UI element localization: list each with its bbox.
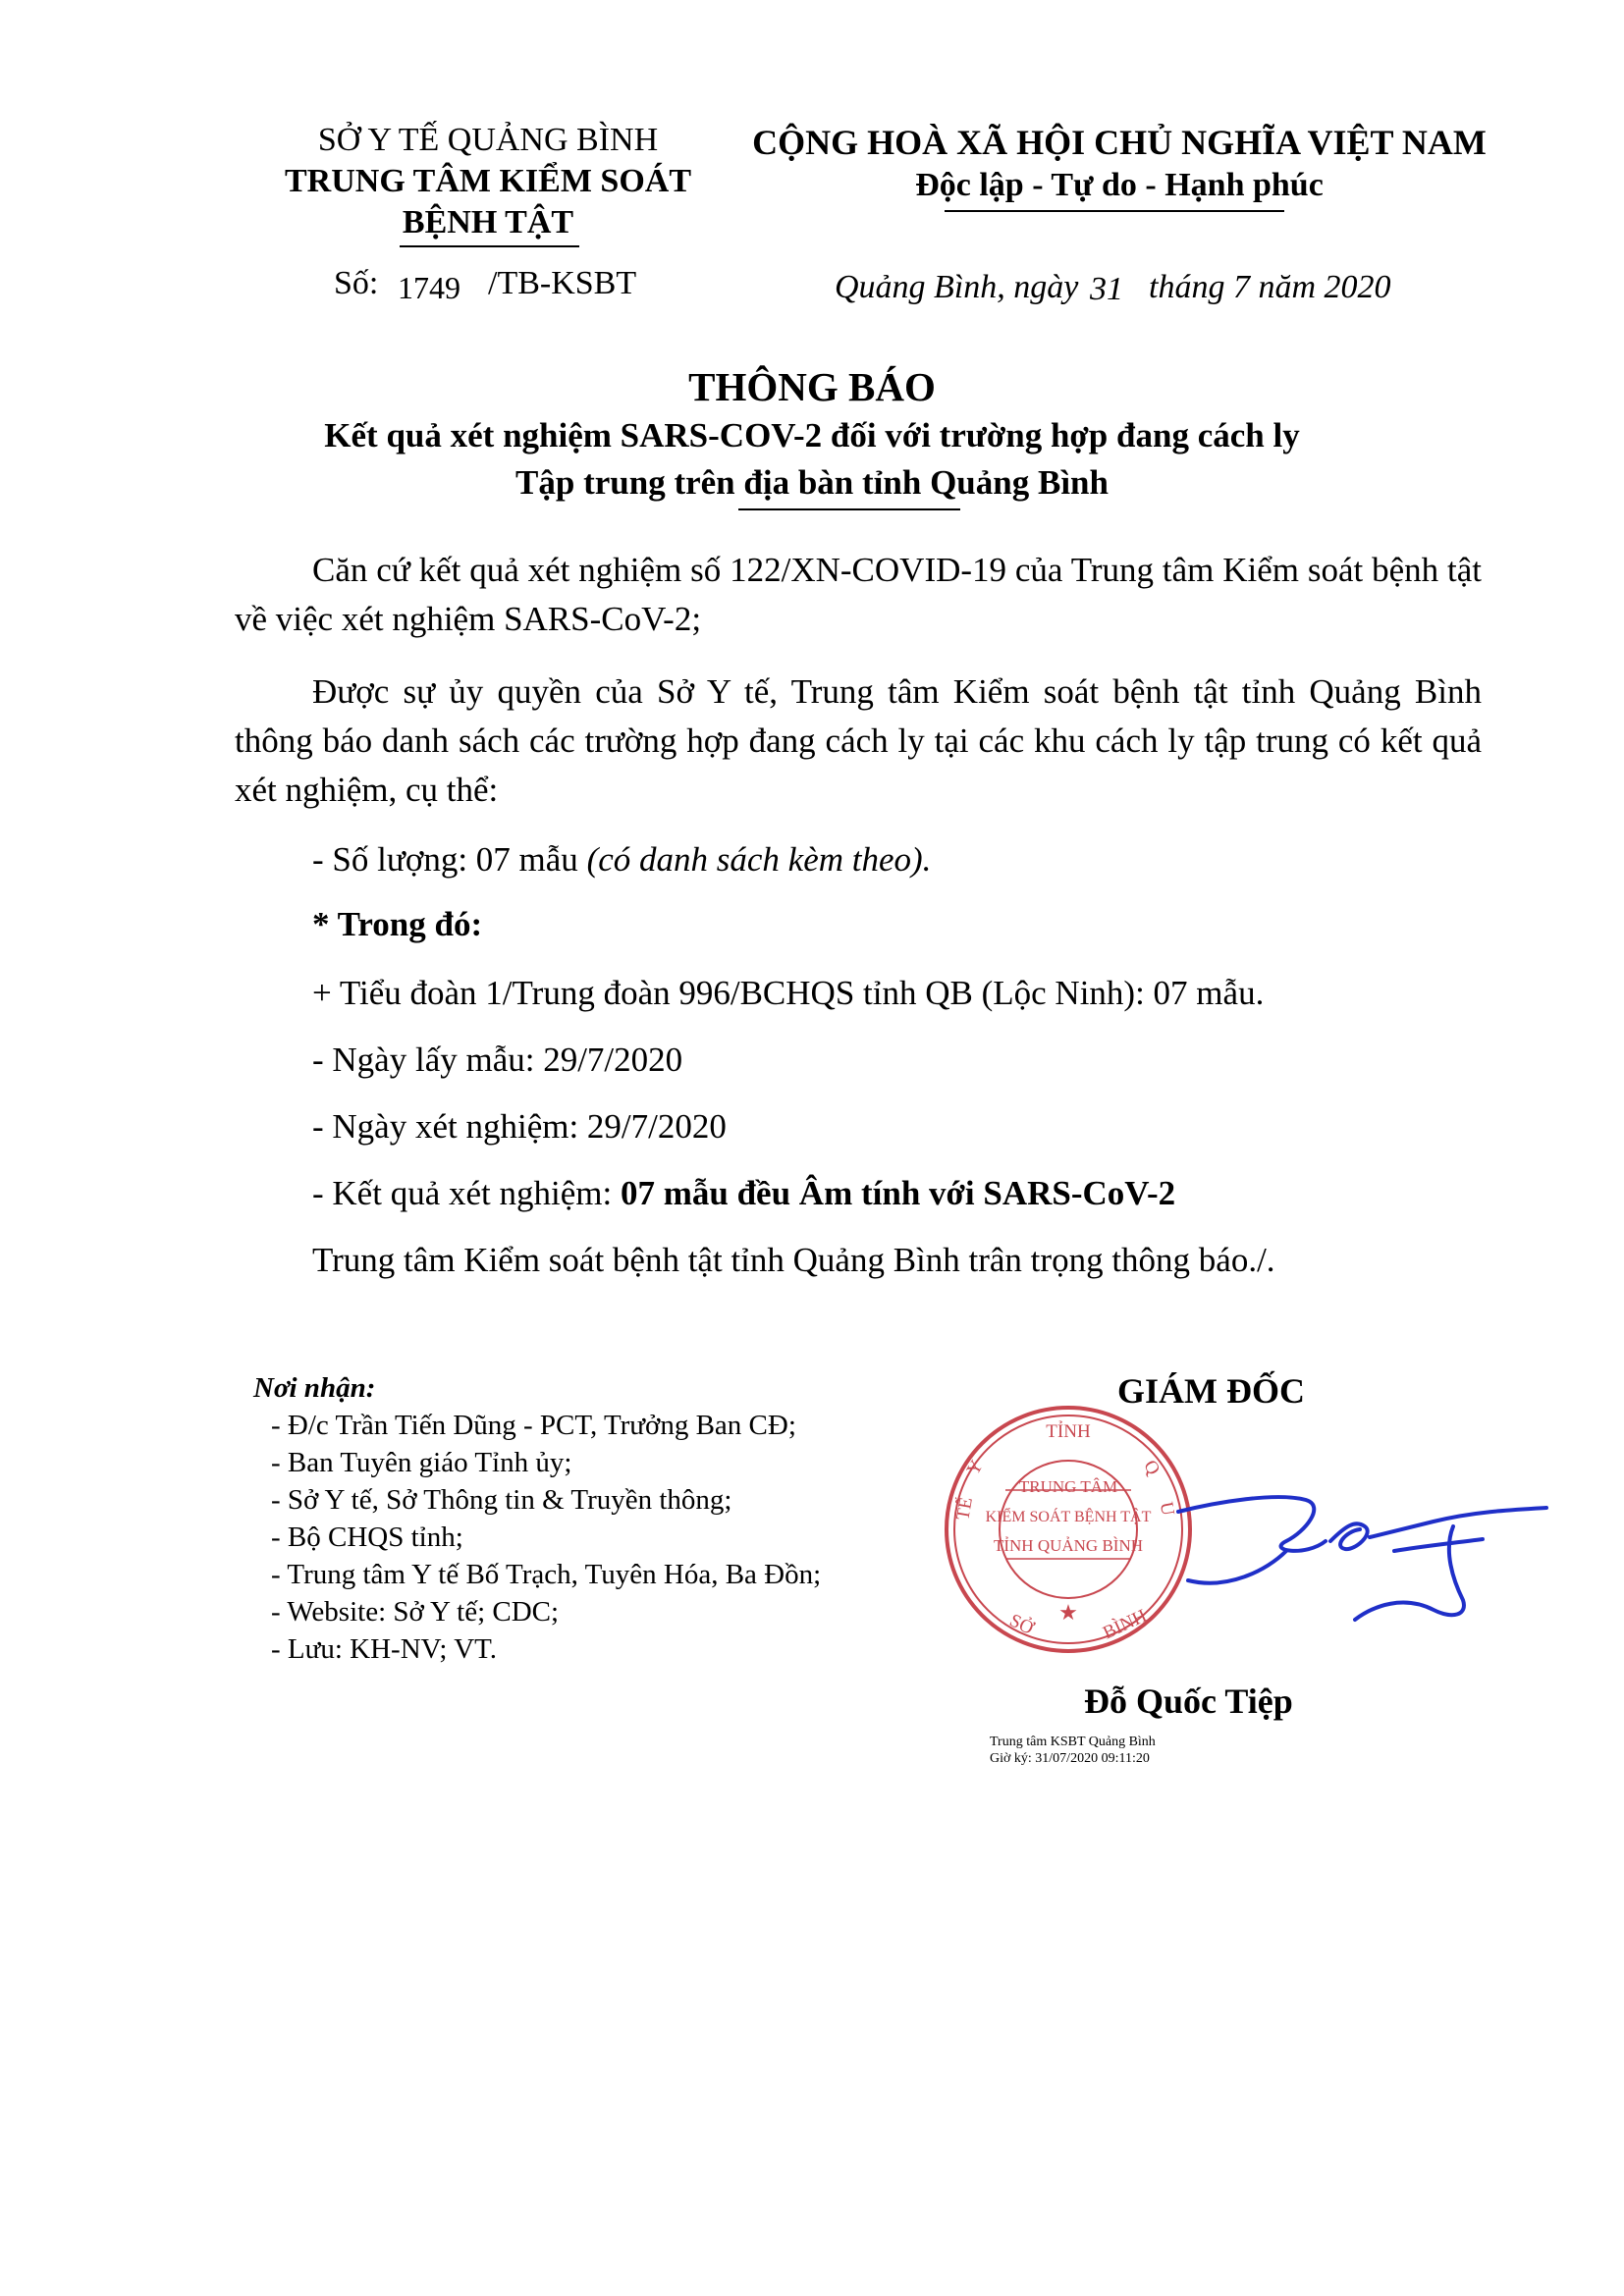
doc-number-prefix: Số: [334,265,379,301]
document-title: THÔNG BÁO [688,364,936,409]
closing-line: Trung tâm Kiểm soát bệnh tật tỉnh Quảng Bình trân trọng thông báo./. [312,1241,1275,1279]
unit-line: + Tiểu đoàn 1/Trung đoàn 996/BCHQS tỉnh QB (Lộc Ninh): 07 mẫu. [312,974,1265,1012]
doc-number-suffix: /TB-KSBT [488,265,637,301]
document-subtitle-line1: Kết quả xét nghiệm SARS-COV-2 đối với trường hợp đang cách ly [324,416,1300,454]
official-seal-stamp [941,1402,1196,1657]
document-subtitle-line2: Tập trung trên địa bàn tỉnh Quảng Bình [515,463,1109,502]
motto-underline [945,210,1284,212]
agency-name-line1: TRUNG TÂM KIỂM SOÁT [284,163,692,199]
svg-text:Q: Q [1139,1457,1164,1479]
svg-text:TẾ: TẾ [952,1495,977,1522]
recipient-item: - Bộ CHQS tỉnh; [271,1522,463,1553]
quantity-label: - Số lượng: 07 mẫu [312,840,578,879]
recipient-item: - Sở Y tế, Sở Thông tin & Truyền thông; [271,1484,732,1516]
doc-number: 1749 [398,270,460,305]
svg-text:BÌNH: BÌNH [1100,1605,1151,1644]
agency-parent: SỞ Y TẾ QUẢNG BÌNH [317,122,659,158]
result-line [312,1174,1175,1213]
svg-text:TỈNH QUẢNG BÌNH: TỈNH QUẢNG BÌNH [993,1536,1144,1555]
svg-text:Y: Y [962,1457,988,1479]
date-prefix: Quảng Bình, ngày [835,269,1079,305]
handwritten-signature [1159,1472,1571,1649]
recipient-item: - Lưu: KH-NV; VT. [271,1633,497,1665]
svg-text:KIỂM SOÁT BỆNH TẬT: KIỂM SOÁT BỆNH TẬT [985,1509,1152,1525]
recipient-item: - Trung tâm Y tế Bố Trạch, Tuyên Hóa, Ba Đồn; [271,1559,822,1590]
signer-title: GIÁM ĐỐC [1117,1371,1305,1411]
nation-motto: Độc lập - Tự do - Hạnh phúc [915,167,1324,203]
sample-date-line: - Ngày lấy mẫu: 29/7/2020 [312,1041,683,1079]
quantity-note: (có danh sách kèm theo). [586,840,932,879]
svg-text:SỞ: SỞ [1005,1610,1037,1639]
quantity-line [312,840,931,880]
test-date-line: - Ngày xét nghiệm: 29/7/2020 [312,1107,727,1146]
paragraph-authorization: Được sự ủy quyền của Sở Y tế, Trung tâm Kiểm soát bệnh tật tỉnh Quảng Bình thông báo danh sách các trường hợp đang cách ly tại các khu cách ly tập trung có kết quả xét nghiệm, cụ thể: [235,672,1482,809]
recipient-item: - Ban Tuyên giáo Tỉnh ủy; [271,1447,572,1478]
paragraph-basis: Căn cứ kết quả xét nghiệm số 122/XN-COVID-19 của Trung tâm Kiểm soát bệnh tật về việc xét nghiệm SARS-CoV-2; [235,551,1482,638]
date-suffix: tháng 7 năm 2020 [1149,269,1391,305]
recipient-item: - Website: Sở Y tế; CDC; [271,1596,560,1628]
svg-text:U: U [1155,1500,1178,1518]
result-value: 07 mẫu đều Âm tính với SARS-CoV-2 [620,1174,1176,1212]
in-which-heading: * Trong đó: [312,905,483,943]
recipients-heading: Nơi nhận: [253,1372,376,1404]
agency-underline [400,245,579,247]
digital-signature-time: Giờ ký: 31/07/2020 09:11:20 [990,1751,1150,1766]
svg-text:TỈNH: TỈNH [1046,1421,1091,1442]
nation-name: CỘNG HOÀ XÃ HỘI CHỦ NGHĨA VIỆT NAM [752,123,1487,162]
title-underline [738,508,960,510]
svg-text:★: ★ [1058,1600,1078,1625]
date-day: 31 [1090,271,1123,307]
recipient-item: - Đ/c Trần Tiến Dũng - PCT, Trưởng Ban CĐ; [271,1410,796,1441]
svg-text:TRUNG TÂM: TRUNG TÂM [1018,1477,1118,1496]
digital-signature-org: Trung tâm KSBT Quảng Bình [990,1735,1156,1749]
result-label: - Kết quả xét nghiệm: [312,1174,613,1212]
signer-name: Đỗ Quốc Tiệp [1084,1682,1293,1721]
agency-name-line2: BỆNH TẬT [402,204,574,240]
